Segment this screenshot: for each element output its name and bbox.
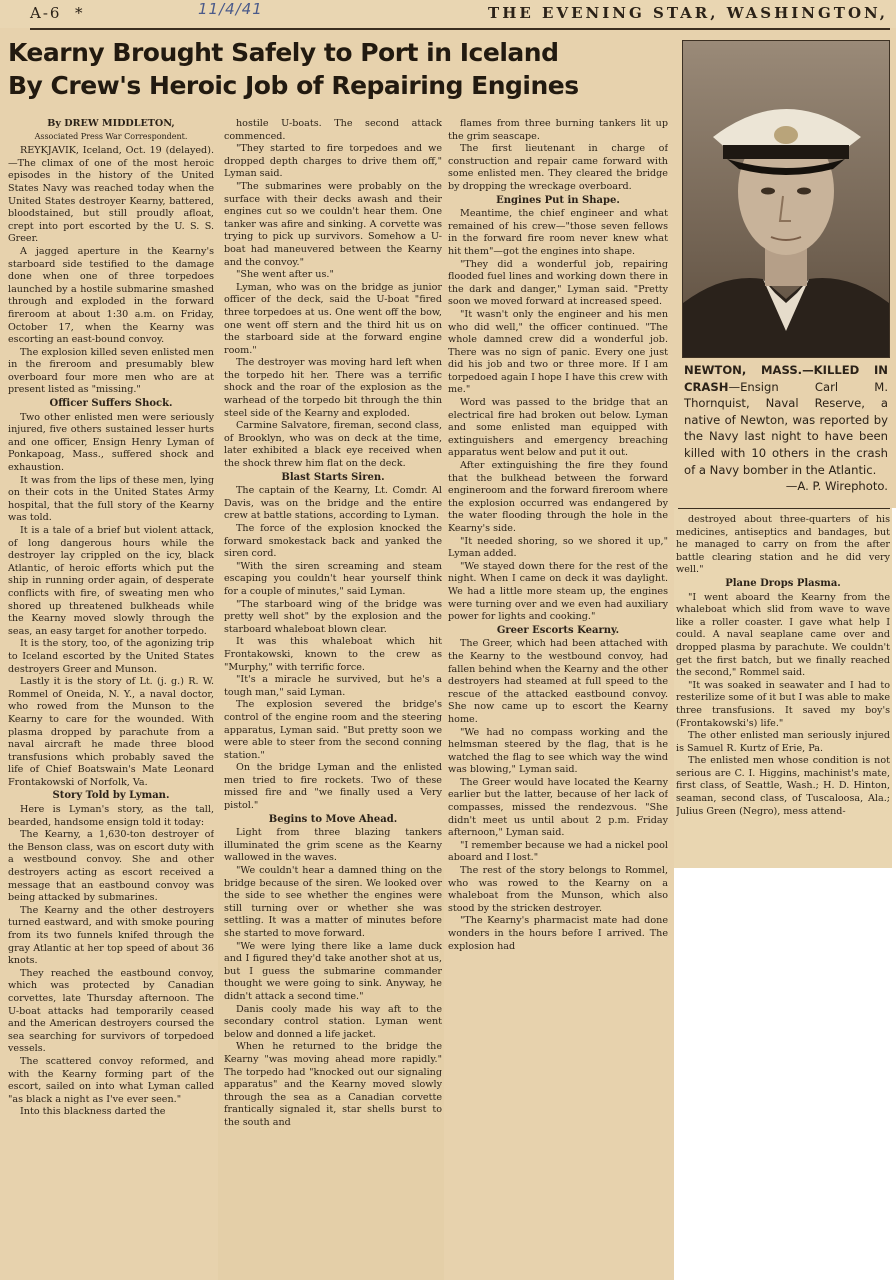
caption-text: —Ensign Carl M. Thornquist, Naval Reserve, a native of Newton, was reported by the Navy last night to have been killed with 10 others in the crash of a Navy bomber in the Atlantic.	[684, 379, 888, 477]
paragraph: "I remember because we had a nickel pool aboard and I lost."	[448, 839, 668, 864]
paragraph: "They started to fire torpedoes and we dropped depth charges to drive them off," Lyman said.	[224, 143, 442, 180]
paragraph: Here is Lyman's story, as the tall, bearded, handsome ensign told it today:	[8, 804, 214, 828]
subhead: Begins to Move Ahead.	[268, 813, 398, 825]
article-column-2	[224, 118, 442, 1278]
paragraph: "The Kearny's pharmacist mate had done wonders in the hours before I arrived. The explosion had	[448, 915, 668, 952]
paragraph: REYKJAVIK, Iceland, Oct. 19 (delayed).—The climax of one of the most heroic episodes in the history of the United States Navy was reached today when the United States destroyer Kearny, battered, bloodstained, but still proudly afloat, crept into port escorted by the U. S. S. Greer.	[8, 145, 214, 245]
paragraph: Into this blackness darted the	[20, 1106, 166, 1118]
column-4-body	[676, 514, 890, 818]
column-2-body	[224, 118, 442, 1130]
subhead: Story Told by Lyman.	[52, 790, 170, 802]
paragraph: Carmine Salvatore, fireman, second class, of Brooklyn, who was on deck at the time, later exhibited a black eye received when the shock threw him flat on the deck.	[224, 420, 442, 470]
photo-caption	[684, 362, 888, 495]
paragraph: It is a tale of a brief but violent attack, of long dangerous hours while the destroyer lay crippled on the icy, black Atlantic, of heroic efforts which put the ship in running order again, of desperate conflicts with fire, of sweating men who shored up threatened bulkheads while the Kearny moved slowly through the seas, an easy target for another torpedo.	[8, 525, 214, 637]
paragraph: The force of the explosion knocked the forward smokestack back and yanked the siren cord.	[224, 523, 442, 560]
paragraph: The destroyer was moving hard left when the torpedo hit her. There was a terrific shock and the roar of the explosion as the warhead of the torpedo bit through the thin steel side of the Kearny and exploded.	[224, 357, 442, 419]
paragraph: Word was passed to the bridge that an electrical fire had broken out below. Lyman and some enlisted man equipped with extinguishers and emergency breaching apparatus went below and put it out.	[448, 397, 668, 459]
paragraph: flames from three burning tankers lit up the grim seascape.	[448, 118, 668, 142]
headline-line-1: Kearny Brought Safely to Port in Iceland	[8, 38, 559, 67]
paragraph: On the bridge Lyman and the enlisted men tried to fire rockets. Two of these missed fire and "we finally used a Very pistol."	[224, 762, 442, 812]
paragraph: The explosion killed seven enlisted men in the fireroom and presumably blew overboard four more men who are at present listed as "missing."	[8, 346, 214, 396]
paragraph: The enlisted men whose condition is not serious are C. I. Higgins, machinist's mate, first class, of Seattle, Wash.; H. D. Hinton, seaman, second class, of Tuscaloosa, Ala.; Julius Green (Negro), mess attend-	[676, 755, 890, 817]
caption-rule	[678, 508, 890, 509]
byline-title: Associated Press War Correspondent.	[34, 131, 188, 141]
paragraph: destroyed about three-quarters of his medicines, antiseptics and bandages, but he managed to carry on from the after battle clearing station and he did very well."	[676, 514, 890, 576]
paragraph: "We stayed down there for the rest of the night. When I came on deck it was daylight. We had a little more steam up, the engines were turning over and we even had auxiliary power for lights and cooking."	[448, 560, 668, 623]
paragraph: "We were lying there like a lame duck and I figured they'd take another shot at us, but I guess the submarine commander thought we were going to sink. Anyway, he didn't attack a second time."	[224, 940, 442, 1002]
paragraph: It was from the lips of these men, lying on their cots in the United States Army hospital, that the full story of the Kearny was told.	[8, 474, 214, 524]
paragraph: Meantime, the chief engineer and what remained of his crew—"those seven fellows in the forward fire room never knew what hit them"—got the engines into shape.	[448, 208, 668, 257]
subhead: Engines Put in Shape.	[496, 194, 620, 206]
masthead	[30, 2, 890, 24]
subhead: Plane Drops Plasma.	[725, 577, 841, 589]
byline-name: By DREW MIDDLETON,	[47, 118, 175, 129]
paragraph: It was this whaleboat which hit Frontakowski, known to the crew as "Murphy," with terrific force.	[224, 636, 442, 673]
paragraph: "It needed shoring, so we shored it up," Lyman added.	[448, 535, 668, 560]
paragraph: "The submarines were probably on the surface with their decks awash and their engines cut so we couldn't hear them. One tanker was afire and sinking. A corvette was trying to pick up survivors. Somehow a U-boat had maneuvered between the Kearny and the convoy."	[224, 180, 442, 268]
paragraph: Lyman, who was on the bridge as junior officer of the deck, said the U-boat "fired three torpedoes at us. One went off the bow, one went off stern and the third hit us on the starboard side at the forward engine room."	[224, 281, 442, 356]
paragraph: The Greer would have located the Kearny earlier but the latter, because of her lack of compasses, missed the rendezvous. "She didn't meet us until about 2 p.m. Friday afternoon," Lyman said.	[448, 776, 668, 839]
article-column-3	[448, 118, 668, 1108]
paragraph: The first lieutenant in charge of construction and repair came forward with some enlisted men. They cleared the bridge by dropping the wreckage overboard.	[448, 143, 668, 192]
paragraph: "She went after us."	[236, 269, 334, 281]
portrait-image	[683, 41, 889, 357]
paragraph: The Greer, which had been attached with the Kearny to the westbound convoy, had fallen behind when the Kearny and the other destroyers had steamed at full speed to the rescue of the attacked eastbound convoy. She now came up to escort the Kearny home.	[448, 638, 668, 725]
paragraph: Light from three blazing tankers illuminated the grim scene as the Kearny wallowed in the waves.	[224, 827, 442, 864]
column-3-body	[448, 118, 668, 953]
caption-lead: NEWTON, MASS.—KILLED IN CRASH	[684, 363, 888, 394]
column-1-body	[8, 145, 214, 1119]
paragraph: The Kearny, a 1,630-ton destroyer of the Benson class, was on escort duty with a westbound convoy. She and other destroyers acting as escort received a message that an eastbound convoy was being attacked by submarines.	[8, 829, 214, 904]
paragraph: hostile U-boats. The second attack commenced.	[224, 118, 442, 142]
paragraph: The Kearny and the other destroyers turned eastward, and with smoke pouring from its two funnels knifed through the gray Atlantic at her top speed of about 36 knots.	[8, 904, 214, 967]
subhead: Blast Starts Siren.	[281, 471, 385, 483]
headline	[8, 36, 664, 102]
paragraph: "It was soaked in seawater and I had to resterilize some of it but I was able to make three transfusions. It saved my boy's (Frontakowski's) life."	[676, 679, 890, 729]
article-column-4	[676, 514, 890, 864]
paragraph: They reached the eastbound convoy, which was protected by Canadian corvettes, late Thursday afternoon. The U-boat attacks had temporarily ceased and the American destroyers coursed the sea searching for survivors of torpedoed vessels.	[8, 967, 214, 1055]
paragraph: After extinguishing the fire they found that the bulkhead between the forward engineroom and the forward fireroom where the explosion occurred was endangered by the water flooding through the hole in the Kearny's side.	[448, 460, 668, 534]
paragraph: The explosion severed the bridge's control of the engine room and the steering apparatus, Lyman said. "But pretty soon we were able to steer from the second conning station."	[224, 699, 442, 761]
page-number: A-6 *	[30, 4, 85, 22]
paragraph: "They did a wonderful job, repairing flooded fuel lines and working down there in the dark and danger," Lyman said. "Pretty soon we moved forward at increased speed.	[448, 258, 668, 308]
subhead: Greer Escorts Kearny.	[496, 624, 620, 636]
headline-line-2: By Crew's Heroic Job of Repairing Engines	[8, 71, 579, 100]
newspaper-name: THE EVENING STAR, WASHINGTON,	[488, 4, 888, 22]
paragraph: Lastly it is the story of Lt. (j. g.) R. W. Rommel of Oneida, N. Y., a naval doctor, who rowed from the Munson to the Kearny to care for the wounded. With plasma dropped by parachute from a naval aircraft he made three blood transfusions which probably saved the life of Chief Boatswain's Mate Leonard Frontakowski of Norfolk, Va.	[8, 676, 214, 788]
paragraph: "It wasn't only the engineer and his men who did well," the officer continued. "The whole damned crew did a wonderful job. There was no sign of panic. Every one just did his job and two or three more. If I am torpedoed again I hope I have this crew with me."	[448, 308, 668, 396]
paragraph: "We had no compass working and the helmsman steered by the flag, that is he watched the flag to see which way the wind was blowing," Lyman said.	[448, 726, 668, 776]
paragraph: The captain of the Kearny, Lt. Comdr. Al Davis, was on the bridge and the entire crew at battle stations, according to Lyman.	[224, 485, 442, 522]
paragraph: "It's a miracle he survived, but he's a tough man," said Lyman.	[224, 674, 442, 698]
paragraph: When he returned to the bridge the Kearny "was moving ahead more rapidly." The torpedo had "knocked out our signaling apparatus" and the Kearny moved slowly through the sea as a Canadian corvette frantically signaled it, star shells burst to the south and	[224, 1041, 442, 1128]
handwritten-date: 11/4/41	[198, 0, 263, 18]
paragraph: The scattered convoy reformed, and with the Kearny forming part of the escort, sailed on into what Lyman called "as black a night as I've ever seen."	[8, 1055, 214, 1105]
paragraph: A jagged aperture in the Kearny's starboard side testified to the damage done when one of three torpedoes launched by a hostile submarine smashed through and exploded in the forward fireroom at about 1:30 a.m. on Friday, October 17, when the Kearny was escorting an east-bound convoy.	[8, 245, 214, 346]
portrait-photo	[682, 40, 890, 358]
photo-credit: —A. P. Wirephoto.	[785, 479, 888, 494]
masthead-rule	[30, 28, 890, 30]
paragraph: "With the siren screaming and steam escaping you couldn't hear yourself think for a couple of minutes," said Lyman.	[224, 560, 442, 597]
paragraph: "We couldn't hear a damned thing on the bridge because of the siren. We looked over the side to see whether the engines were still turning over or whether she was settling. It was a matter of minutes before she started to move forward.	[224, 865, 442, 939]
paragraph: Danis cooly made his way aft to the secondary control station. Lyman went below and donned a life jacket.	[224, 1003, 442, 1040]
article-column-1	[8, 118, 214, 1278]
paragraph: The other enlisted man seriously injured is Samuel R. Kurtz of Erie, Pa.	[676, 730, 890, 754]
paragraph: Two other enlisted men were seriously injured, five others sustained lesser hurts and one officer, Ensign Henry Lyman of Ponkapoag, Mass., suffered shock and exhaustion.	[8, 411, 214, 474]
paragraph: It is the story, too, of the agonizing trip to Iceland escorted by the United States destroyers Greer and Munson.	[8, 638, 214, 675]
subhead: Officer Suffers Shock.	[49, 398, 173, 410]
paragraph: "I went aboard the Kearny from the whaleboat which slid from wave to wave like a roller coaster. I gave what help I could. A naval seaplane came over and dropped plasma by parachute. We couldn't get the first batch, but we finally reached the second," Rommel said.	[676, 591, 890, 679]
paragraph: "The starboard wing of the bridge was pretty well shot" by the explosion and the starboard whaleboat blown clear.	[224, 598, 442, 635]
paragraph: The rest of the story belongs to Rommel, who was rowed to the Kearny on a whaleboat from the Munson, which also stood by the stricken destroyer.	[448, 865, 668, 914]
